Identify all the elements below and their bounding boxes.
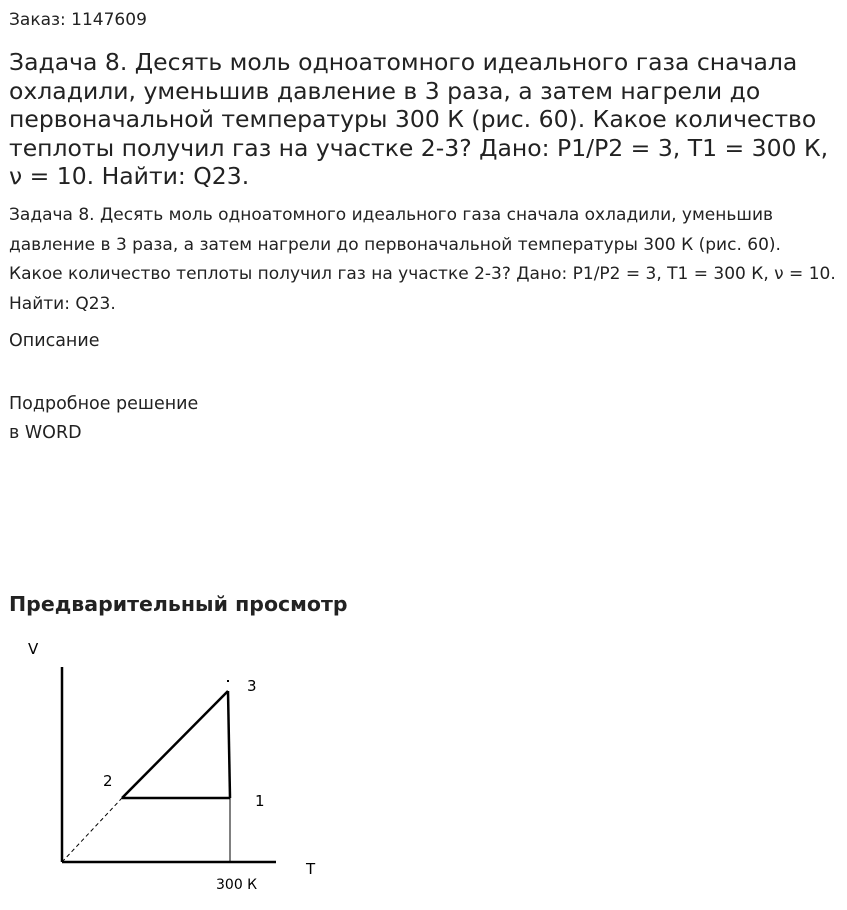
vt-diagram <box>0 630 340 905</box>
point-label-3: 3 <box>247 677 257 695</box>
y-axis-label: V <box>28 640 39 658</box>
tick-label-300k: 300 К <box>216 877 258 893</box>
process-3-1 <box>228 691 230 798</box>
task-body: Задача 8. Десять моль одноатомного идеального газа сначала охладили, уменьшив давление в 3 раза, а затем нагрели до первоначальной температуры 300 К (рис. 60). Какое количество теплоты получил газ на участке 2-3? Дано: P1/P2 = 3, T1 = 300 К, ν = 10. Найти: Q23. <box>9 205 836 314</box>
point-label-2: 2 <box>103 772 113 790</box>
process-2-3 <box>122 691 228 798</box>
preview-heading: Предварительный просмотр <box>9 592 348 616</box>
task-title: Задача 8. Десять моль одноатомного идеального газа сначала охладили, уменьшив давление в 3 раза, а затем нагрели до первоначальной температуры 300 К (рис. 60). Какое количество теплоты получил газ на участке 2-3? Дано: P1/P2 = 3, T1 = 300 К, ν = 10. Найти: Q23. <box>9 48 829 190</box>
description-heading: Описание <box>9 331 100 351</box>
solution-note-line2: в WORD <box>9 423 82 443</box>
point-label-1: 1 <box>255 792 265 810</box>
order-number: Заказ: 1147609 <box>9 10 147 30</box>
origin-dashed-line <box>62 798 122 862</box>
point-3-mark <box>227 680 229 682</box>
solution-note-line1: Подробное решение <box>9 394 199 414</box>
x-axis-label: T <box>306 860 316 878</box>
